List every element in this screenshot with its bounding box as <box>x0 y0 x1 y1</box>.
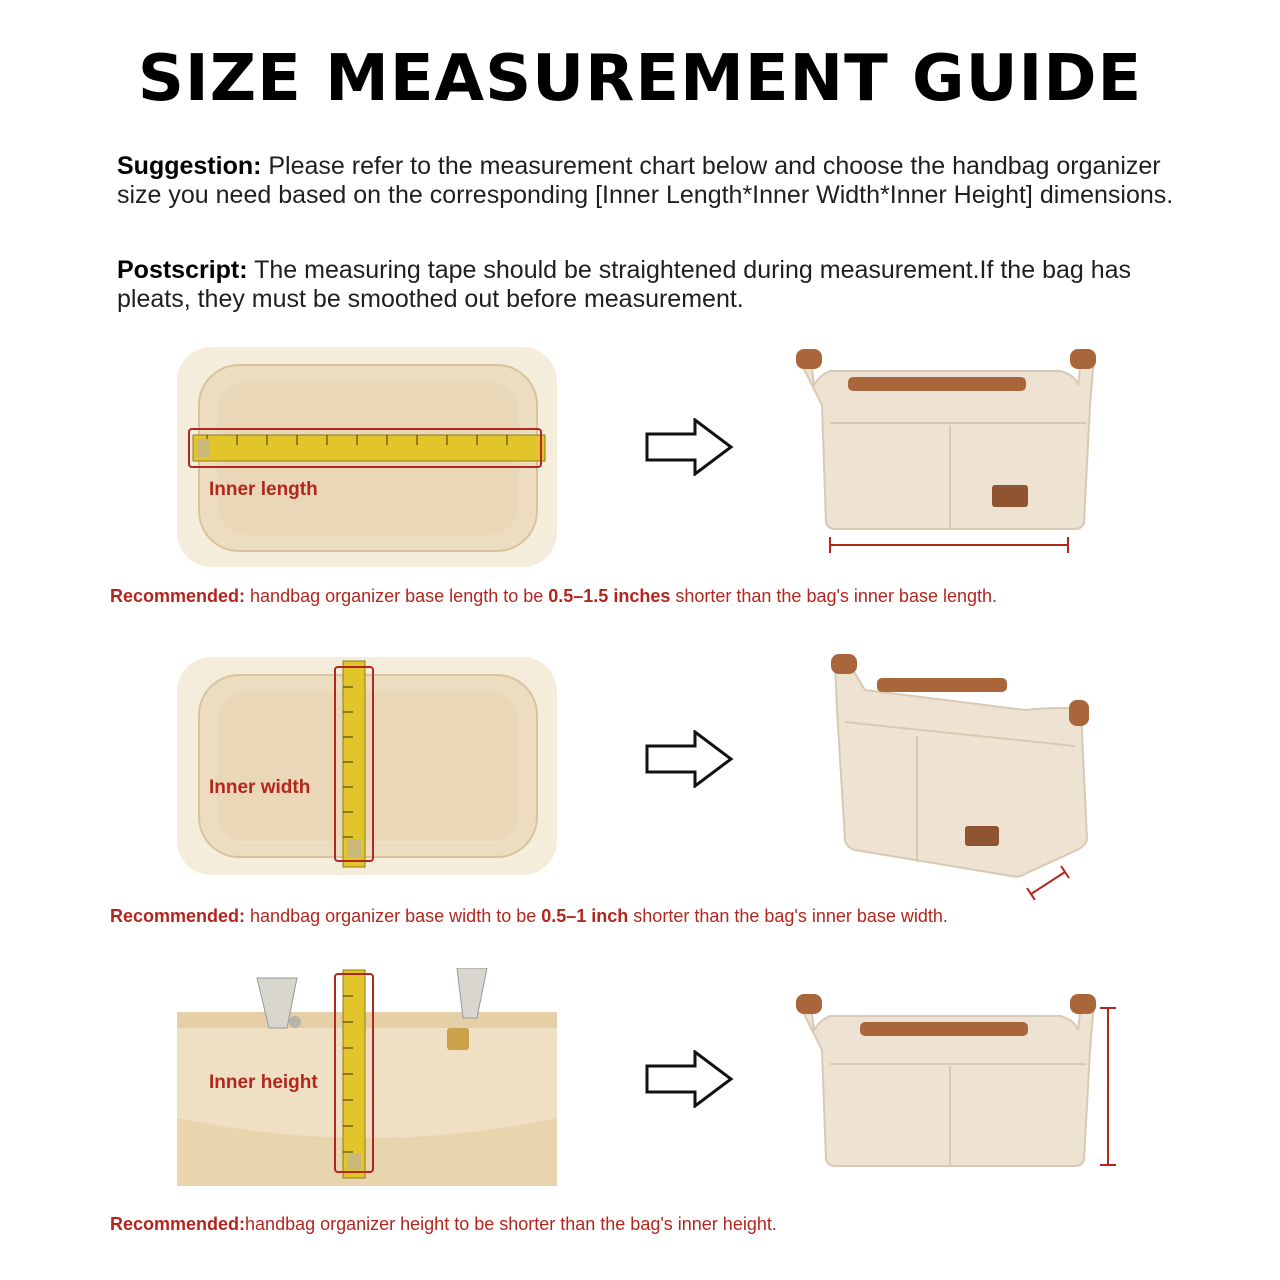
postscript-text: The measuring tape should be straightened during measurement.If the bag has pleats, they must be smoothed out before measurement. <box>117 256 1132 313</box>
rec-after-length: shorter than the bag's inner base length. <box>670 586 998 606</box>
inner-height-label: Inner height <box>209 1072 318 1093</box>
page-title: SIZE MEASUREMENT GUIDE <box>137 42 1143 116</box>
recommendation-length <box>110 586 997 607</box>
organizer-bag-icon <box>825 650 1095 900</box>
right-arrow-icon <box>645 418 735 476</box>
rec-bold-width: 0.5–1 inch <box>541 906 629 926</box>
organizer-bag-icon <box>790 345 1100 560</box>
suggestion-paragraph <box>117 152 1197 210</box>
rec-text-height: handbag organizer height to be shorter than the bag's inner height. <box>245 1214 777 1234</box>
rec-text-length: handbag organizer base length to be <box>245 586 549 606</box>
rec-bold-length: 0.5–1.5 inches <box>548 586 671 606</box>
right-arrow-icon <box>645 1050 735 1108</box>
suggestion-label: Suggestion: <box>117 152 262 180</box>
inner-height-photo <box>177 968 557 1186</box>
inner-length-label: Inner length <box>209 479 318 500</box>
organizer-bag-icon <box>790 990 1130 1175</box>
recommendation-height <box>110 1214 777 1235</box>
rec-label-length: Recommended: <box>110 586 246 606</box>
rec-label-height: Recommended: <box>110 1214 246 1234</box>
inner-width-label: Inner width <box>209 777 311 798</box>
inner-length-photo <box>177 347 557 567</box>
rec-after-width: shorter than the bag's inner base width. <box>628 906 948 926</box>
rec-label-width: Recommended: <box>110 906 246 926</box>
postscript-paragraph <box>117 256 1197 314</box>
right-arrow-icon <box>645 730 735 788</box>
recommendation-width <box>110 906 948 927</box>
suggestion-text: Please refer to the measurement chart below and choose the handbag organizer size you need based on the corresponding [Inner Length*Inner Width*Inner Height] dimensions. <box>117 152 1174 209</box>
rec-text-width: handbag organizer base width to be <box>245 906 542 926</box>
inner-width-photo <box>177 657 557 875</box>
postscript-label: Postscript: <box>117 256 248 284</box>
